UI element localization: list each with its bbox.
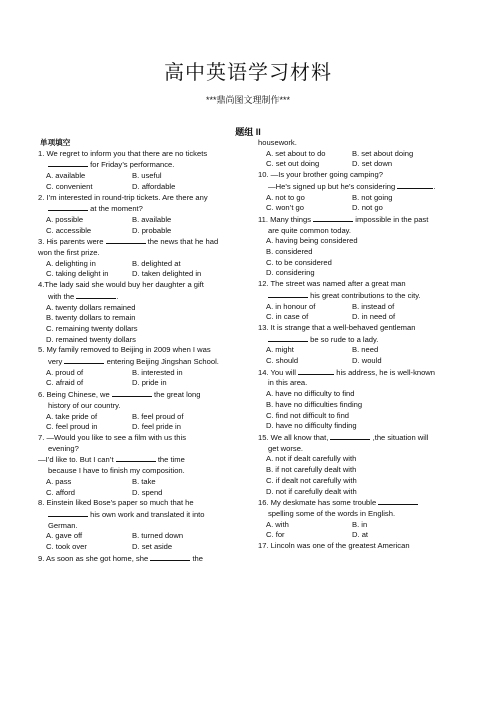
question-4: 4.The lady said she would buy her daughter a gift — [38, 280, 204, 290]
question-7-options: A. pass B. take — [46, 476, 156, 486]
question-10-options: A. not to go B. not going — [266, 192, 393, 202]
question-14-line2: in this area. — [268, 378, 308, 388]
question-4-line2: with the . — [48, 291, 119, 301]
question-13-options: C. should D. would — [266, 356, 382, 366]
question-16-options: A. with B. in — [266, 519, 368, 529]
question-12: 12. The street was named after a great man — [258, 279, 406, 289]
answer-blank[interactable] — [313, 214, 353, 222]
answer-blank[interactable] — [112, 389, 152, 397]
question-14: 14. You will his address, he is well-known — [258, 367, 436, 377]
right-column — [256, 138, 448, 552]
question-8-line2: his own work and translated it into — [36, 509, 242, 521]
question-10: 10. —Is your brother going camping? — [258, 170, 383, 180]
answer-blank[interactable] — [268, 290, 308, 298]
option: D. remained twenty dollars — [46, 334, 136, 344]
option: C. to be considered — [266, 257, 332, 267]
answer-blank[interactable] — [397, 181, 433, 189]
question-7-line2: evening? — [48, 443, 79, 453]
option: D. have no difficulty finding — [266, 421, 357, 431]
question-15-line2: get worse. — [268, 443, 304, 453]
question-9-options: A. set about to do B. set about doing — [266, 148, 414, 158]
page-subtitle: ***鼎尚图文理制作*** — [205, 95, 290, 105]
answer-blank[interactable] — [268, 334, 308, 342]
question-8-line3: German. — [48, 520, 78, 530]
option: A. twenty dollars remained — [46, 302, 136, 312]
question-6-line2: history of our country. — [48, 400, 121, 410]
question-16-options: C. for D. at — [266, 530, 369, 540]
question-9-options: C. set out doing D. set down — [266, 159, 393, 169]
question-5-line2: very entering Beijing Jingshan School. — [48, 357, 219, 367]
question-5: 5. My family removed to Beijing in 2009 when I was — [38, 345, 211, 355]
question-7-options: C. afford D. spend — [46, 487, 163, 497]
option: A. not if dealt carefully with — [266, 454, 357, 464]
question-3-options: C. taking delight in D. taken delighted in — [46, 269, 202, 279]
answer-blank[interactable] — [48, 509, 88, 517]
question-12-line2: his great contributions to the city. — [256, 290, 448, 302]
option: C. remaining twenty dollars — [46, 323, 138, 333]
option: B. if not carefully dealt with — [266, 465, 357, 475]
question-3-options: A. delighting in B. delighted at — [46, 258, 181, 268]
answer-blank[interactable] — [116, 454, 156, 462]
answer-blank[interactable] — [150, 553, 190, 561]
question-16: 16. My deskmate has some trouble — [256, 497, 448, 509]
option: D. considering — [266, 268, 315, 278]
answer-blank[interactable] — [106, 236, 146, 244]
exercise-heading: 单项填空 — [40, 138, 71, 147]
answer-blank[interactable] — [298, 367, 334, 375]
option: B. have no difficulties finding — [266, 399, 363, 409]
answer-blank[interactable] — [76, 291, 116, 299]
question-2-options: C. accessible D. probable — [46, 225, 172, 235]
question-7-line3: —I’d like to. But I can’t the time — [38, 455, 185, 465]
left-column — [36, 138, 242, 564]
page-title: 高中英语学习材料 — [164, 62, 332, 84]
question-11-line2: are quite common today. — [268, 225, 352, 235]
answer-blank[interactable] — [48, 203, 88, 211]
question-1: 1. We regret to inform you that there are no tickets — [38, 148, 208, 158]
option: C. if dealt not carefully with — [266, 475, 357, 485]
question-3-line2: won the first prize. — [38, 248, 100, 258]
question-6-options: C. feel proud in D. feel pride in — [46, 422, 181, 432]
question-5-options: A. proud of B. interested in — [46, 367, 183, 377]
question-2-options: A. possible B. available — [46, 214, 172, 224]
question-1-line2: for Friday’s performance. — [36, 159, 242, 171]
question-12-options: C. in case of D. in need of — [266, 312, 396, 322]
option: D. not if carefully dealt with — [266, 486, 357, 496]
question-8-options: C. took over D. set aside — [46, 542, 173, 552]
option: C. find not difficult to find — [266, 410, 350, 420]
answer-blank[interactable] — [378, 497, 418, 505]
question-13-line2: be so rude to a lady. — [256, 334, 448, 346]
question-8: 8. Einstein liked Bose’s paper so much that he — [38, 498, 194, 508]
question-13-options: A. might B. need — [266, 345, 379, 355]
question-9: 9. As soon as she got home, she the — [38, 553, 203, 563]
question-12-options: A. in honour of B. instead of — [266, 301, 395, 311]
question-1-options: C. convenient D. affordable — [46, 181, 176, 191]
question-2-line2: at the moment? — [36, 203, 242, 215]
question-6: 6. Being Chinese, we the great long — [38, 390, 201, 400]
question-8-options: A. gave off B. turned down — [46, 531, 184, 541]
question-1-options: A. available B. useful — [46, 171, 162, 181]
option: B. twenty dollars to remain — [46, 313, 136, 323]
question-10-options: C. won’t go D. not go — [266, 203, 383, 213]
question-10-line2: —He’s signed up but he’s considering . — [268, 181, 436, 191]
question-6-options: A. take pride of B. feel proud of — [46, 411, 184, 421]
question-17: 17. Lincoln was one of the greatest American — [258, 541, 410, 551]
question-16-line2: spelling some of the words in English. — [268, 508, 396, 518]
answer-blank[interactable] — [64, 356, 104, 364]
answer-blank[interactable] — [48, 159, 88, 167]
option: A. have no difficulty to find — [266, 389, 355, 399]
question-15: 15. We all know that, ,the situation will — [258, 432, 429, 442]
question-7-line4: because I have to finish my composition. — [48, 466, 185, 476]
question-2: 2. I’m interested in round-trip tickets. Are there any — [38, 192, 208, 202]
question-13: 13. It is strange that a well-behaved gentleman — [258, 322, 416, 332]
question-11: 11. Many things impossible in the past — [258, 214, 429, 224]
section-title: 题组 II — [235, 127, 261, 137]
option: A. having being considered — [266, 236, 358, 246]
question-9-line2: housework. — [258, 138, 297, 147]
question-5-options: C. afraid of D. pride in — [46, 378, 167, 388]
answer-blank[interactable] — [330, 432, 370, 440]
question-7: 7. —Would you like to see a film with us this — [38, 432, 187, 442]
option: B. considered — [266, 247, 313, 257]
question-3: 3. His parents were the news that he had — [38, 237, 219, 247]
